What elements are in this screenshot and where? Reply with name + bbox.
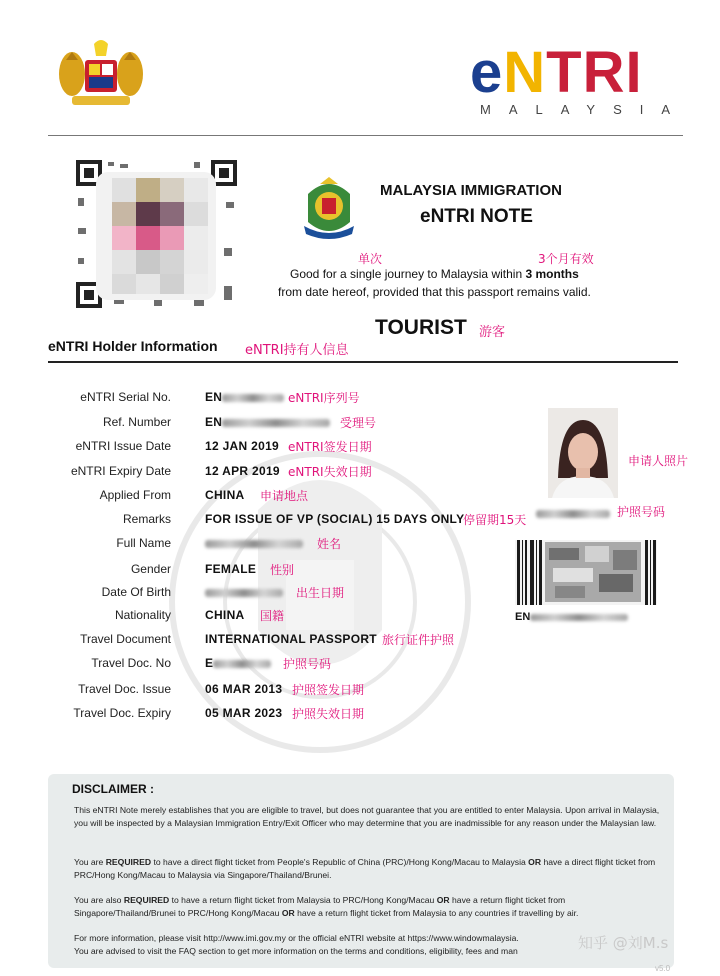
- passport-number-annotation: 护照号码: [617, 505, 666, 519]
- field-label-expiry-date: eNTRI Expiry Date: [70, 464, 171, 478]
- qr-code: [74, 158, 239, 310]
- p3-required: REQUIRED: [123, 895, 170, 905]
- visa-type-annotation: 游客: [479, 325, 506, 340]
- remarks-annotation: 停留期15天: [463, 513, 527, 527]
- passport-number-redacted: [536, 505, 610, 523]
- gender-annotation: 性别: [270, 563, 295, 577]
- field-label-travel-document: Travel Document: [80, 632, 171, 646]
- field-label-applied-from: Applied From: [99, 488, 171, 502]
- field-value-expiry-date: 12 APR 2019: [205, 464, 280, 478]
- p3-or-1: OR: [436, 895, 450, 905]
- field-label-serial-no: eNTRI Serial No.: [80, 390, 171, 404]
- field-label-gender: Gender: [130, 562, 171, 576]
- barcode: [515, 540, 657, 605]
- validity-months: 3 months: [525, 267, 579, 281]
- note-subtitle: eNTRI NOTE: [420, 206, 533, 227]
- entri-brand-logo: [470, 40, 689, 117]
- version-label: v5.0: [655, 964, 671, 973]
- redacted-barcode-code: [530, 614, 628, 621]
- zhihu-watermark: 知乎 @刘M.s: [578, 934, 669, 952]
- p3-g: have a return flight ticket from Malaysia to any countries if travelling by air.: [297, 907, 579, 918]
- field-value-full-name: [205, 536, 303, 550]
- p2-e: have a direct flight ticket from PRC/Hong Kong/Macau to Malaysia via Singapore/Thailand/Brunei.: [74, 857, 656, 880]
- field-value-travel-doc-no: [205, 656, 271, 670]
- entri-wordmark: eNTRI: [470, 40, 643, 105]
- field-value-remarks: FOR ISSUE OF VP (SOCIAL) 15 DAYS ONLY: [205, 512, 465, 526]
- holder-section-title: eNTRI Holder Information: [48, 338, 218, 354]
- header-divider: [48, 135, 683, 136]
- redacted-travel-doc-no: [213, 660, 271, 668]
- expiry-date-annotation: eNTRI失效日期: [288, 465, 372, 479]
- travel-doc-expiry-annotation: 护照失效日期: [292, 707, 365, 721]
- field-value-applied-from: CHINA: [205, 488, 245, 502]
- three-months-annotation: 3个月有效: [538, 252, 594, 266]
- validity-line-1: [290, 267, 579, 281]
- field-label-ref-number: Ref. Number: [102, 415, 171, 429]
- barcode-code-prefix: EN: [515, 611, 531, 623]
- field-value-travel-doc-issue: 06 MAR 2013: [205, 682, 283, 696]
- redacted-serial-no: [222, 394, 284, 402]
- disclaimer-paragraph-3: [74, 894, 664, 919]
- field-value-nationality: CHINA: [205, 608, 245, 622]
- malaysia-coat-of-arms-logo: [52, 38, 150, 110]
- field-label-full-name: Full Name: [116, 536, 171, 550]
- field-value-gender: FEMALE: [205, 562, 257, 576]
- issue-date-annotation: eNTRI签发日期: [288, 440, 372, 454]
- validity-line-2: from date hereof, provided that this passport remains valid.: [278, 285, 591, 299]
- nationality-annotation: 国籍: [260, 609, 285, 623]
- disclaimer-paragraph-1: This eNTRI Note merely establishes that you are eligible to travel, but does not guarantee that you are entitled to enter Malaysia. Upon arrival in Malaysia, you will be inspected by a Malaysian Immigration Entry/Exit Officer who may determine that you are inadmissible for any reason under the Malaysian law.: [74, 805, 660, 828]
- date-of-birth-annotation: 出生日期: [296, 586, 345, 600]
- travel-doc-issue-annotation: 护照签发日期: [292, 683, 365, 697]
- p2-c: to have a direct flight ticket from People's Republic of China (PRC)/Hong Kong/Macau to Malaysia: [153, 857, 526, 867]
- field-value-issue-date: 12 JAN 2019: [205, 439, 280, 453]
- field-value-serial-no: [205, 390, 284, 404]
- field-label-nationality: Nationality: [114, 608, 171, 622]
- applied-from-annotation: 申请地点: [260, 489, 309, 503]
- serial-no-annotation: eNTRI序列号: [288, 391, 360, 405]
- p2-required: REQUIRED: [105, 857, 152, 867]
- field-value-travel-doc-expiry: 05 MAR 2023: [205, 706, 283, 720]
- immigration-crest-logo: [300, 176, 358, 240]
- serial-no-prefix: EN: [205, 390, 223, 404]
- disclaimer-paragraph-5: You are advised to visit the FAQ section to get more information on the terms and conditions, eligibility, fees and man: [74, 946, 518, 956]
- note-title: MALAYSIA IMMIGRATION: [380, 182, 562, 199]
- applicant-photo: [548, 408, 618, 498]
- field-label-travel-doc-expiry: Travel Doc. Expiry: [73, 706, 171, 720]
- p2-a: You are: [74, 857, 104, 867]
- field-value-ref-number: [205, 415, 330, 429]
- field-label-remarks: Remarks: [122, 512, 171, 526]
- holder-divider: [48, 361, 678, 363]
- photo-annotation: 申请人照片: [628, 454, 689, 468]
- disclaimer-title: DISCLAIMER :: [72, 782, 154, 796]
- field-label-issue-date: eNTRI Issue Date: [75, 439, 171, 453]
- travel-document-annotation: 旅行证件护照: [382, 633, 455, 647]
- redacted-ref-number: [222, 419, 330, 427]
- ref-number-prefix: EN: [205, 415, 223, 429]
- validity-line-1-text: Good for a single journey to Malaysia within: [290, 267, 523, 281]
- entri-brand-subtitle: MALAYSIA: [480, 102, 689, 117]
- field-label-date-of-birth: Date Of Birth: [101, 585, 171, 599]
- full-name-annotation: 姓名: [317, 537, 342, 551]
- travel-doc-no-annotation: 护照号码: [283, 657, 332, 671]
- disclaimer-paragraph-4: For more information, please visit http://www.imi.gov.my or the official eNTRI website at https://www.windowmalaysia.: [74, 933, 519, 943]
- travel-doc-no-prefix: E: [205, 656, 214, 670]
- redacted-passport-number: [536, 510, 610, 518]
- p3-e: have a return flight ticket from Singapore/Thailand/Brunei to PRC/Hong Kong/Macau: [74, 895, 566, 918]
- p3-c: to have a return flight ticket from Malaysia to PRC/Hong Kong/Macau: [171, 895, 435, 905]
- single-journey-annotation: 单次: [358, 252, 383, 266]
- field-label-travel-doc-issue: Travel Doc. Issue: [78, 682, 171, 696]
- field-label-travel-doc-no: Travel Doc. No: [91, 656, 171, 670]
- redacted-full-name: [205, 540, 303, 548]
- field-value-travel-document: INTERNATIONAL PASSPORT: [205, 632, 377, 646]
- p3-a: You are also: [74, 895, 122, 905]
- redacted-date-of-birth: [205, 589, 283, 597]
- holder-section-annotation: eNTRI持有人信息: [245, 343, 349, 358]
- ref-number-annotation: 受理号: [340, 416, 377, 430]
- barcode-code: [515, 611, 628, 623]
- field-value-date-of-birth: [205, 585, 283, 599]
- p3-or-2: OR: [281, 907, 295, 918]
- disclaimer-paragraph-2: [74, 856, 664, 881]
- visa-type-label: TOURIST: [375, 316, 467, 339]
- p2-or: OR: [528, 857, 542, 867]
